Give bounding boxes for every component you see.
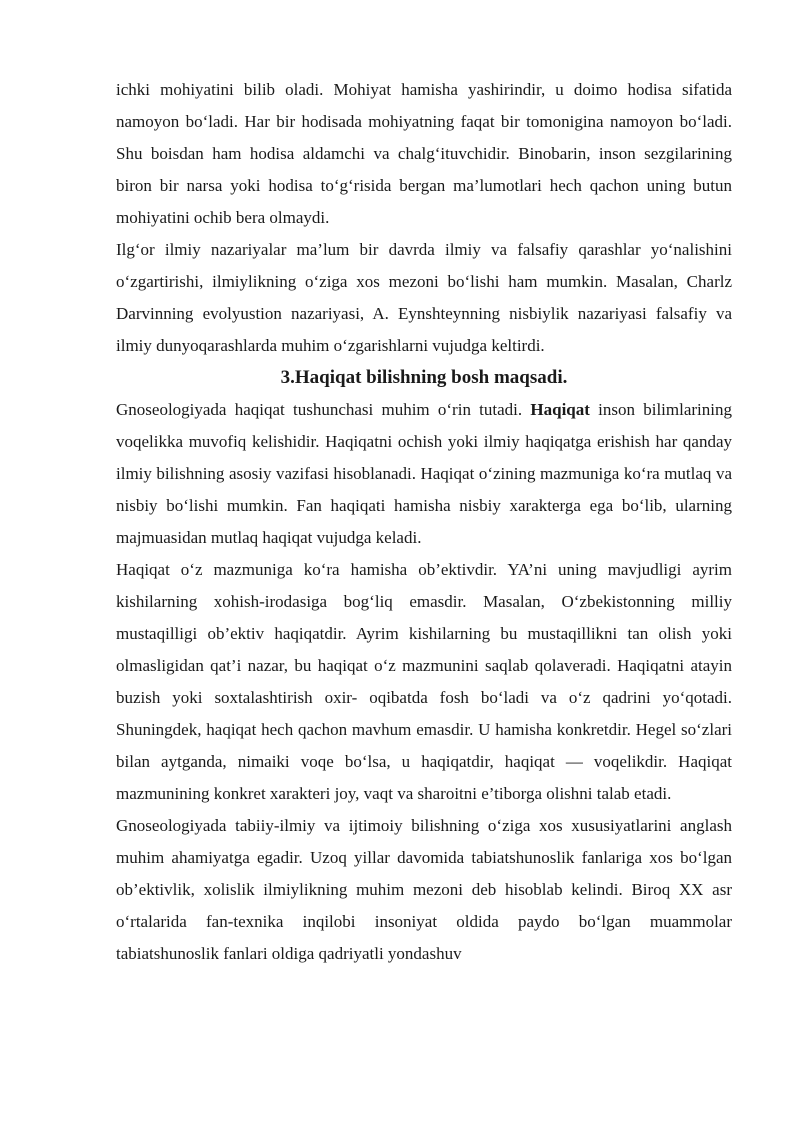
paragraph: ichki mohiyatini bilib oladi. Mohiyat hamisha yashirindir, u doimo hodisa sifatida namoyon bo‘ladi. Har bir hodisada mohiyatning faqat bir tomonigina namoyon bo‘ladi. Shu boisdan ham hodisa aldamchi va chalg‘ituvchidir. Binobarin, inson sezgilarining biron bir narsa yoki hodisa to‘g‘risida bergan ma’lumotlari hech qachon uning butun mohiyatini ochib bera olmaydi. — [116, 80, 732, 227]
document-page — [116, 74, 732, 970]
paragraph: Ilg‘or ilmiy nazariyalar ma’lum bir davrda ilmiy va falsafiy qarashlar yo‘nalishini o‘zgartirishi, ilmiylikning o‘ziga xos mezoni bo‘lishi ham mumkin. Masalan, Charlz Darvinning evolyustion nazariyasi, A. Eynshteynning nisbiylik nazariyasi falsafiy va ilmiy dunyoqarashlarda muhim o‘zgarishlarni vujudga keltirdi. — [116, 240, 732, 355]
section-heading: 3.Haqiqat bilishning bosh maqsadi. — [280, 367, 568, 388]
paragraph — [116, 394, 732, 554]
paragraph: Haqiqat o‘z mazmuniga ko‘ra hamisha ob’ektivdir. YA’ni uning mavjudligi ayrim kishilarning xohish-irodasiga bog‘liq emasdir. Masalan, O‘zbekistonning milliy mustaqilligi ob’ektiv haqiqatdir. Ayrim kishilarning bu mustaqillikni tan olish yoki olmasligidan qat’i nazar, bu haqiqat o‘z mazmunini saqlab qolaveradi. Haqiqatni atayin buzish yoki soxtalashtirish oxir- oqibatda fosh bo‘ladi va o‘z qadrini yo‘qotadi. Shuningdek, haqiqat hech qachon mavhum emasdir. U hamisha konkretdir. Hegel so‘zlari bilan aytganda, nimaiki voqe bo‘lsa, u haqiqatdir, haqiqat — voqelikdir. Haqiqat mazmunining konkret xarakteri joy, vaqt va sharoitni e’tiborga olishni talab etadi. — [116, 560, 732, 803]
paragraph-text: Gnoseologiyada haqiqat tushunchasi muhim o‘rin tutadi. — [116, 400, 531, 419]
paragraph-text: inson bilimlarining voqelikka muvofiq kelishidir. Haqiqatni ochish yoki ilmiy haqiqatga erishish har qanday ilmiy bilishning asosiy vazifasi hisoblanadi. Haqiqat o‘zining mazmuniga ko‘ra mutlaq va nisbiy bo‘lishi mumkin. Fan haqiqati hamisha nisbiy xarakterga ega bo‘lib, ularning majmuasidan mutlaq haqiqat vujudga keladi. — [116, 400, 733, 547]
bold-term: Haqiqat — [530, 400, 590, 419]
paragraph: Gnoseologiyada tabiiy-ilmiy va ijtimoiy bilishning o‘ziga xos xususiyatlarini anglash muhim ahamiyatga egadir. Uzoq yillar davomida tabiatshunoslik fanlariga xos bo‘lgan ob’ektivlik, xolislik ilmiylikning muhim mezoni deb hisoblab kelindi. Biroq XX asr o‘rtalarida fan-texnika inqilobi insoniyat oldida paydo bo‘lgan muammolar tabiatshunoslik fanlari oldiga qadriyatli yondashuv — [116, 816, 732, 963]
